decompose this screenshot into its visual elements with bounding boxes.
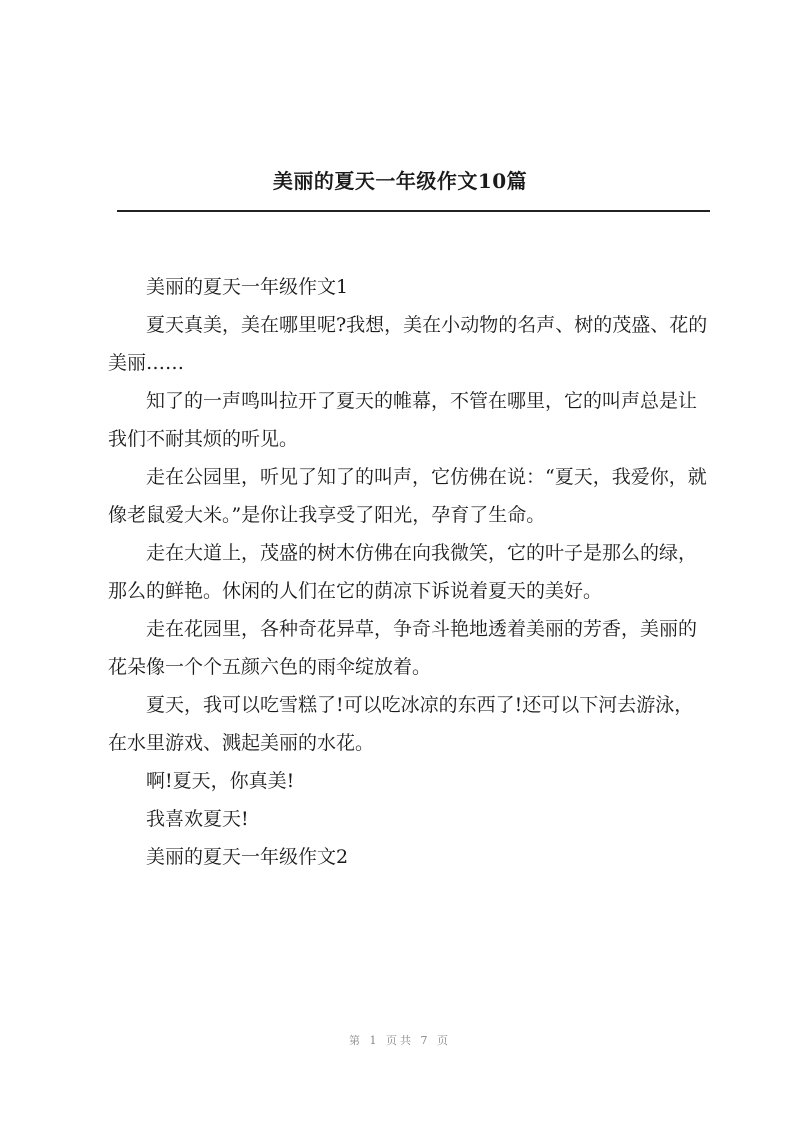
paragraph-heading-2: 美丽的夏天一年级作文2	[146, 846, 349, 868]
document-body	[108, 268, 712, 876]
page-title: 美丽的夏天一年级作文10篇	[272, 169, 528, 193]
paragraph: 走在花园里，各种奇花异草，争奇斗艳地透着美丽的芳香，美丽的花朵像一个个五颜六色的雨伞绽放着。	[108, 618, 698, 678]
title-divider	[117, 210, 710, 212]
paragraph: 夏天，我可以吃雪糕了!可以吃冰凉的东西了!还可以下河去游泳，在水里游戏、溅起美丽的水花。	[108, 694, 694, 754]
paragraph: 我喜欢夏天!	[146, 808, 249, 830]
page-number-footer: 第 1 页共 7 页	[349, 1034, 451, 1047]
paragraph: 走在大道上，茂盛的树木仿佛在向我微笑，它的叶子是那么的绿，那么的鲜艳。休闲的人们在它的荫凉下诉说着夏天的美好。	[108, 542, 698, 602]
paragraph: 夏天真美，美在哪里呢?我想，美在小动物的名声、树的茂盛、花的美丽……	[108, 314, 708, 374]
paragraph: 走在公园里，听见了知了的叫声，它仿佛在说：“夏天，我爱你，就像老鼠爱大米。”是你让我享受了阳光，孕育了生命。	[108, 466, 707, 526]
paragraph-heading-1: 美丽的夏天一年级作文1	[146, 276, 349, 298]
paragraph: 啊!夏天，你真美!	[146, 770, 295, 792]
paragraph: 知了的一声鸣叫拉开了夏天的帷幕，不管在哪里，它的叫声总是让我们不耐其烦的听见。	[108, 390, 698, 450]
